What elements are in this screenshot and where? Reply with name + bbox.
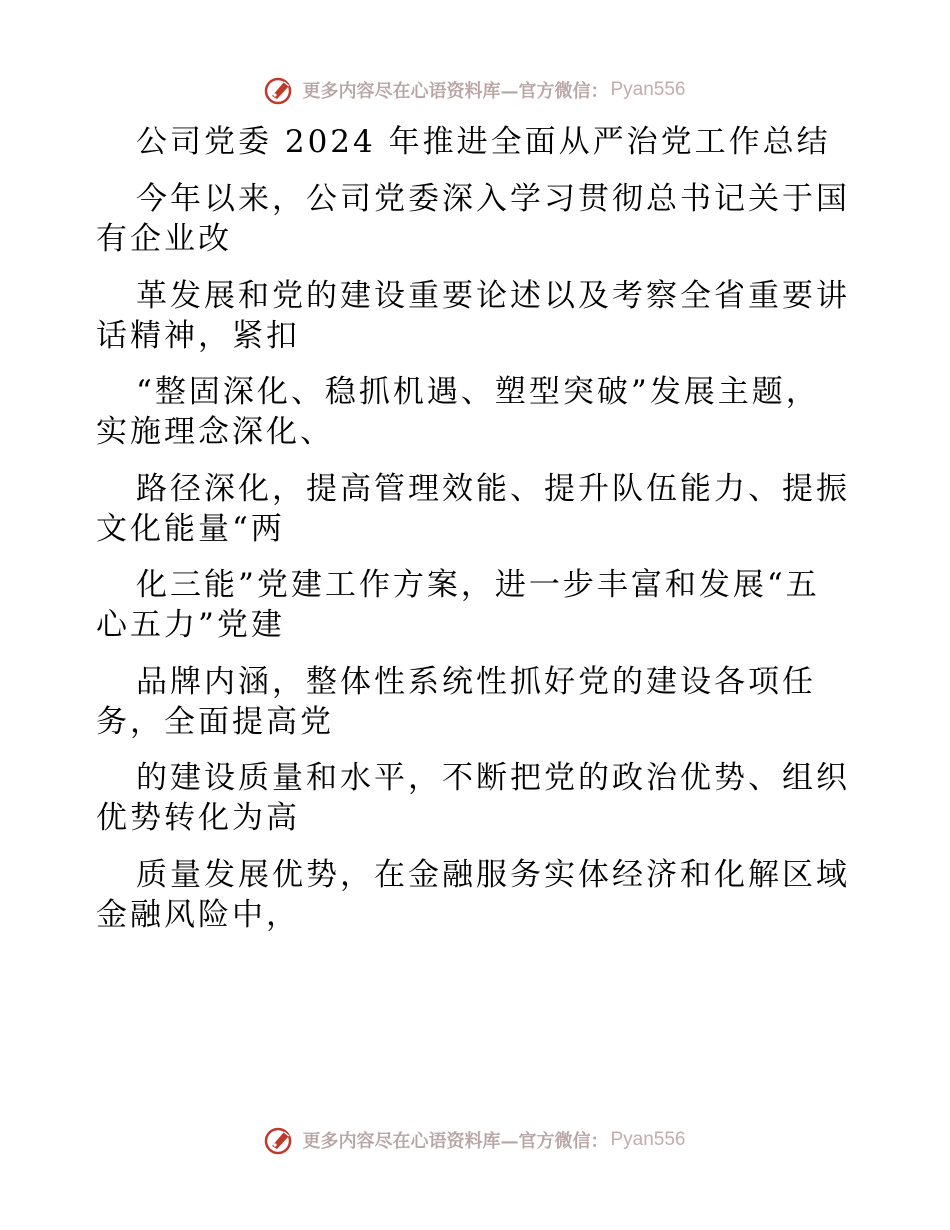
text-line: 有企业改: [96, 221, 232, 257]
text-line: 心五力”党建: [96, 607, 285, 643]
text-line: 务，全面提高党: [96, 704, 334, 740]
document-body: [96, 122, 856, 935]
document-title: 公司党委 2024 年推进全面从严治党工作总结: [136, 124, 831, 160]
header-banner: [0, 70, 950, 110]
text-line: 文化能量“两: [96, 511, 285, 547]
text-line: 金融风险中，: [96, 897, 300, 933]
text-line: 革发展和党的建设重要论述以及考察全省重要讲: [136, 278, 850, 314]
text-line: 实施理念深化、: [96, 414, 334, 450]
text-line: 路径深化，提高管理效能、提升队伍能力、提振: [136, 471, 850, 507]
footer-banner: [0, 1120, 950, 1160]
text-line: “整固深化、稳抓机遇、塑型突破”发展主题，: [136, 374, 820, 410]
banner-text: 更多内容尽在心语资料库—官方微信：: [302, 81, 609, 102]
text-line: 质量发展优势，在金融服务实体经济和化解区域: [136, 857, 850, 893]
pen-circle-logo-icon: [264, 74, 296, 106]
text-line: 品牌内涵，整体性系统性抓好党的建设各项任: [136, 664, 816, 700]
banner-text: 更多内容尽在心语资料库—官方微信：: [302, 1131, 609, 1152]
text-line: 话精神，紧扣: [96, 318, 300, 354]
wechat-id: Pyan556: [610, 79, 686, 100]
text-line: 化三能”党建工作方案，进一步丰富和发展“五: [136, 567, 820, 603]
text-line: 今年以来，公司党委深入学习贯彻总书记关于国: [136, 181, 850, 217]
wechat-id: Pyan556: [610, 1129, 686, 1150]
text-line: 优势转化为高: [96, 800, 300, 836]
text-line: 的建设质量和水平，不断把党的政治优势、组织: [136, 760, 850, 796]
pen-circle-logo-icon: [264, 1124, 296, 1156]
